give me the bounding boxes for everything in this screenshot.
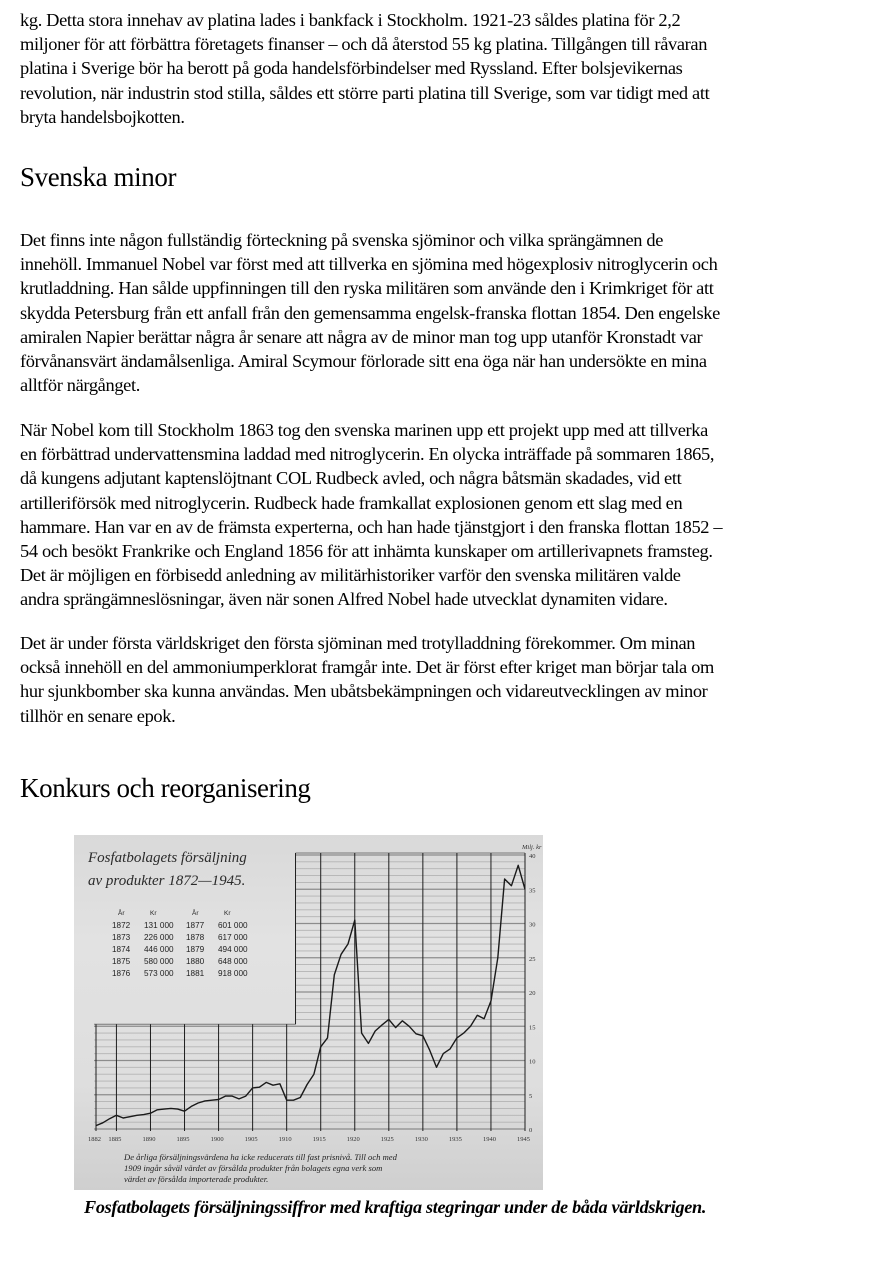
chart-title-line2: av produkter 1872—1945. [88, 873, 246, 889]
inset-table-cell: 617 000 [218, 933, 248, 942]
inset-table-cell: 1879 [186, 945, 205, 954]
text-line: också innehöll en del ammoniumperklorat framgår inte. Det är först efter kriget man börjar tala om [20, 657, 714, 678]
text-line: en förbättrad undervattensmina laddad med nitroglycerin. En olycka inträffade på sommaren 1865, [20, 444, 715, 465]
chart-footnote-line2: 1909 ingår såväl värdet av försålda produkter från bolagets egna verk som [124, 1163, 383, 1173]
paragraph-nobel-stockholm [20, 418, 722, 612]
y-tick-label: 35 [529, 887, 536, 895]
inset-table-header: Kr [150, 910, 157, 917]
text-line: Det är under första världskriget den första sjöminan med trotylladdning förekommer. Om minan [20, 633, 696, 653]
x-tick-label: 1882 [88, 1136, 101, 1143]
chart-footnote-line3: värdet av försålda importerade produkter. [124, 1174, 269, 1184]
x-tick-label: 1935 [448, 1136, 462, 1143]
inset-table-header: År [118, 910, 125, 917]
chart-grid [94, 853, 525, 1131]
sales-chart-figure [74, 835, 543, 1190]
y-tick-label: 5 [529, 1092, 533, 1100]
text-line: alltför närgånget. [20, 375, 141, 396]
chart-footnote-line1: De årliga försäljningsvärdena ha icke reducerats till fast prisnivå. Till och med [124, 1152, 397, 1162]
x-axis-ticks [88, 1136, 530, 1143]
y-tick-label: 25 [529, 955, 536, 963]
inset-table-cell: 580 000 [144, 957, 174, 966]
paragraph-sjominor [20, 228, 720, 397]
inset-table-cell: 1872 [112, 921, 131, 930]
inset-table-cell: 1875 [112, 957, 131, 966]
text-line: andra sprängämneslösningar, även när sonen Alfred Nobel hade utvecklat dynamiten vidare. [20, 589, 668, 610]
text-line: hur sjunkbomber ska kunna användas. Men ubåtsbekämpningen och vidareutvecklingen av minor [20, 681, 708, 702]
text-line: Det är möjligen en förbisedd anledning av militärhistoriker varför den svenska militären valde [20, 565, 681, 586]
x-tick-label: 1885 [108, 1136, 122, 1143]
inset-table-header: Kr [224, 910, 231, 917]
text-line: hammare. Han var en av de främsta experterna, och han hade tjänstgjort i den franska flottan 1852 – [20, 516, 723, 537]
y-tick-label: 0 [529, 1127, 533, 1134]
inset-table-cell: 1881 [186, 969, 205, 978]
inset-table-cell: 1873 [112, 933, 131, 942]
y-axis-ticks [529, 853, 536, 1134]
inset-table-cell: 494 000 [218, 945, 248, 954]
x-tick-label: 1915 [312, 1136, 326, 1143]
inset-table-cell: 131 000 [144, 921, 174, 930]
text-line: revolution, när industrin stod stilla, såldes ett större parti platina till Sverige, som var tidigt med att [20, 82, 710, 103]
text-line: bryta handelsbojkotten. [20, 106, 185, 127]
y-tick-label: 15 [529, 1024, 536, 1032]
heading-konkurs: Konkurs och reorganisering [20, 773, 311, 803]
text-line: innehöll. Immanuel Nobel var först med att tillverka en sjömina med högexplosiv nitroglycerin och [20, 254, 718, 275]
chart-title-line1: Fosfatbolagets försäljning [88, 850, 247, 866]
text-line: skydda Petersburg från ett anfall från den gemensamma engelsk-franska flottan 1854. Den engelske [20, 302, 720, 323]
text-line: kg. Detta stora innehav av platina lades i bankfack i Stockholm. 1921-23 såldes platina för 2,2 [20, 10, 681, 30]
x-tick-label: 1930 [414, 1136, 428, 1143]
x-tick-label: 1925 [380, 1136, 394, 1143]
text-line: då kungens adjutant kaptenslöjtnant COL Rudbeck avled, och några båtsmän skadades, vid ett [20, 468, 682, 489]
x-tick-label: 1905 [244, 1136, 258, 1143]
inset-table-cell: 1880 [186, 957, 205, 966]
inset-table-cell: 648 000 [218, 957, 248, 966]
figure-caption: Fosfatbolagets försäljningssiffror med kraftiga stegringar under de båda världskrigen. [84, 1197, 707, 1217]
text-line: platina i Sverige bör ha berott på goda handelsförbindelser med Ryssland. Efter bolsjevikernas [20, 58, 683, 79]
x-tick-label: 1945 [517, 1136, 530, 1143]
inset-table-cell: 1878 [186, 933, 205, 942]
text-line: amiralen Napier berättar några år senare att några av de minor man tog upp utanför Kronstadt var [20, 326, 703, 347]
y-tick-label: 20 [529, 990, 536, 997]
x-tick-label: 1900 [210, 1136, 224, 1143]
inset-table-cell: 446 000 [144, 945, 174, 954]
y-axis-unit-label: Milj. kr [522, 844, 542, 851]
inset-table-cell: 1876 [112, 969, 131, 978]
inset-table-cell: 1874 [112, 945, 131, 954]
text-line: förvånansvärt ändamålsenliga. Amiral Scymour förlorade sitt ena öga när han undersökte en mina [20, 351, 707, 372]
inset-data-table [112, 908, 248, 978]
inset-table-cell: 573 000 [144, 969, 174, 978]
x-tick-label: 1910 [278, 1136, 292, 1143]
text-line: krutladdning. Han sålde uppfinningen till den ryska militären som använde den i Krimkriget för att [20, 278, 714, 299]
y-tick-label: 30 [529, 921, 536, 929]
inset-table-cell: 1877 [186, 921, 205, 930]
text-line: tillhör en senare epok. [20, 705, 176, 726]
sales-line-chart [74, 835, 543, 1190]
inset-table-cell: 226 000 [144, 933, 174, 942]
text-line: Det finns inte någon fullständig förteckning på svenska sjöminor och vilka sprängämnen de [20, 230, 664, 250]
inset-table-header: År [192, 910, 199, 917]
inset-table-cell: 601 000 [218, 921, 248, 930]
x-tick-label: 1895 [176, 1136, 190, 1143]
y-tick-label: 40 [529, 853, 536, 860]
inset-table-cell: 918 000 [218, 969, 248, 978]
paragraph-forsta-varldskriget [20, 631, 714, 728]
sales-series-line [96, 865, 525, 1125]
y-tick-label: 10 [529, 1058, 536, 1066]
heading-svenska-minor: Svenska minor [20, 162, 177, 192]
x-tick-label: 1920 [346, 1136, 360, 1143]
paragraph-platina [20, 8, 709, 129]
text-line: När Nobel kom till Stockholm 1863 tog den svenska marinen upp ett projekt upp med att tillverka [20, 420, 708, 440]
x-tick-label: 1940 [482, 1136, 496, 1143]
text-line: artilleriförsök med nitroglycerin. Rudbeck hade framkallat explosionen genom ett slag med en [20, 492, 683, 513]
x-tick-label: 1890 [142, 1136, 156, 1143]
text-line: miljoner för att förbättra företagets finanser – och då återstod 55 kg platina. Tillgången till råvaran [20, 34, 708, 55]
text-line: 54 och besökt Frankrike och England 1856 för att inhämta kunskaper om artillerivapnets framsteg. [20, 541, 713, 562]
